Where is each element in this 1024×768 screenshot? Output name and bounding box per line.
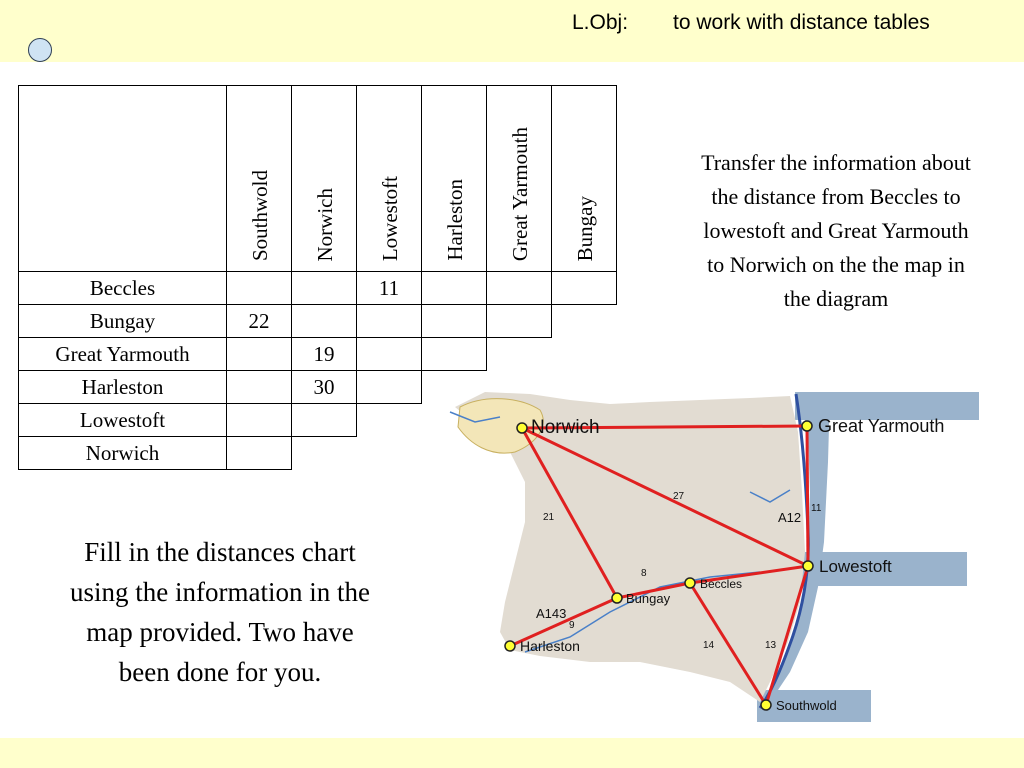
distance-label: 27: [673, 491, 685, 502]
table-row: [19, 305, 617, 338]
table-cell[interactable]: [357, 338, 422, 371]
objective-text: to work with distance tables: [673, 11, 930, 34]
distance-label: 9: [569, 620, 575, 631]
town-label-southwold: Southwold: [776, 698, 837, 713]
table-cell[interactable]: [357, 371, 422, 404]
table-cell[interactable]: [422, 305, 487, 338]
table-cell[interactable]: 22: [227, 305, 292, 338]
town-label-bungay: Bungay: [626, 591, 671, 606]
table-corner: [19, 86, 227, 272]
table-cell[interactable]: [357, 305, 422, 338]
table-cell[interactable]: [422, 272, 487, 305]
town-lowestoft-marker: [803, 561, 813, 571]
distance-label: 8: [641, 568, 647, 579]
row-header-lowestoft: Lowestoft: [19, 404, 227, 437]
table-cell[interactable]: [552, 272, 617, 305]
row-header-norwich: Norwich: [19, 437, 227, 470]
town-label-norwich: Norwich: [531, 417, 600, 438]
column-header-norwich: Norwich: [292, 86, 357, 272]
table-cell[interactable]: [227, 371, 292, 404]
road-label-a12: A12: [778, 510, 802, 525]
road-label-a143: A143: [536, 606, 567, 621]
column-header-harleston: Harleston: [422, 86, 487, 272]
table-cell[interactable]: [227, 338, 292, 371]
route-great-yarmouth-lowestoft: [807, 426, 808, 566]
column-header-great-yarmouth: Great Yarmouth: [487, 86, 552, 272]
column-header-lowestoft: Lowestoft: [357, 86, 422, 272]
table-cell[interactable]: [227, 272, 292, 305]
fill-in-instructions: Fill in the distances chart using the information in the map provided. Two have been done for you.: [70, 537, 370, 687]
table-cell[interactable]: [292, 272, 357, 305]
town-label-great-yarmouth: Great Yarmouth: [818, 416, 945, 436]
town-southwold-marker: [761, 700, 771, 710]
row-header-great-yarmouth: Great Yarmouth: [19, 338, 227, 371]
column-header-bungay: Bungay: [552, 86, 617, 272]
distance-label: 14: [703, 640, 715, 651]
row-header-harleston: Harleston: [19, 371, 227, 404]
town-bungay-marker: [612, 593, 622, 603]
distance-label: 11: [811, 503, 822, 514]
distance-label: 13: [765, 640, 777, 651]
town-great-yarmouth-marker: [802, 421, 812, 431]
table-cell[interactable]: 11: [357, 272, 422, 305]
town-label-beccles: Beccles: [700, 577, 743, 591]
transfer-instructions: Transfer the information about the distance from Beccles to lowestoft and Great Yarmouth to Norwich on the the map in the diagram: [701, 150, 971, 311]
table-cell[interactable]: [422, 338, 487, 371]
table-cell[interactable]: [292, 404, 357, 437]
circle-icon: [28, 38, 52, 62]
town-beccles-marker: [685, 578, 695, 588]
town-norwich-marker: [517, 423, 527, 433]
column-header-southwold: Southwold: [227, 86, 292, 272]
table-row: [19, 338, 617, 371]
row-header-bungay: Bungay: [19, 305, 227, 338]
table-cell[interactable]: [487, 305, 552, 338]
town-label-harleston: Harleston: [520, 638, 580, 654]
table-cell[interactable]: [292, 305, 357, 338]
row-header-beccles: Beccles: [19, 272, 227, 305]
objective-label: L.Obj:: [572, 11, 629, 34]
table-cell[interactable]: [227, 404, 292, 437]
table-row: [19, 272, 617, 305]
route-map: [430, 372, 1014, 732]
town-label-lowestoft: Lowestoft: [819, 557, 892, 576]
table-cell[interactable]: 19: [292, 338, 357, 371]
table-cell[interactable]: 30: [292, 371, 357, 404]
table-cell[interactable]: [227, 437, 292, 470]
town-harleston-marker: [505, 641, 515, 651]
footer-band: [0, 738, 1024, 768]
distance-label: 21: [543, 512, 555, 523]
table-cell[interactable]: [487, 272, 552, 305]
